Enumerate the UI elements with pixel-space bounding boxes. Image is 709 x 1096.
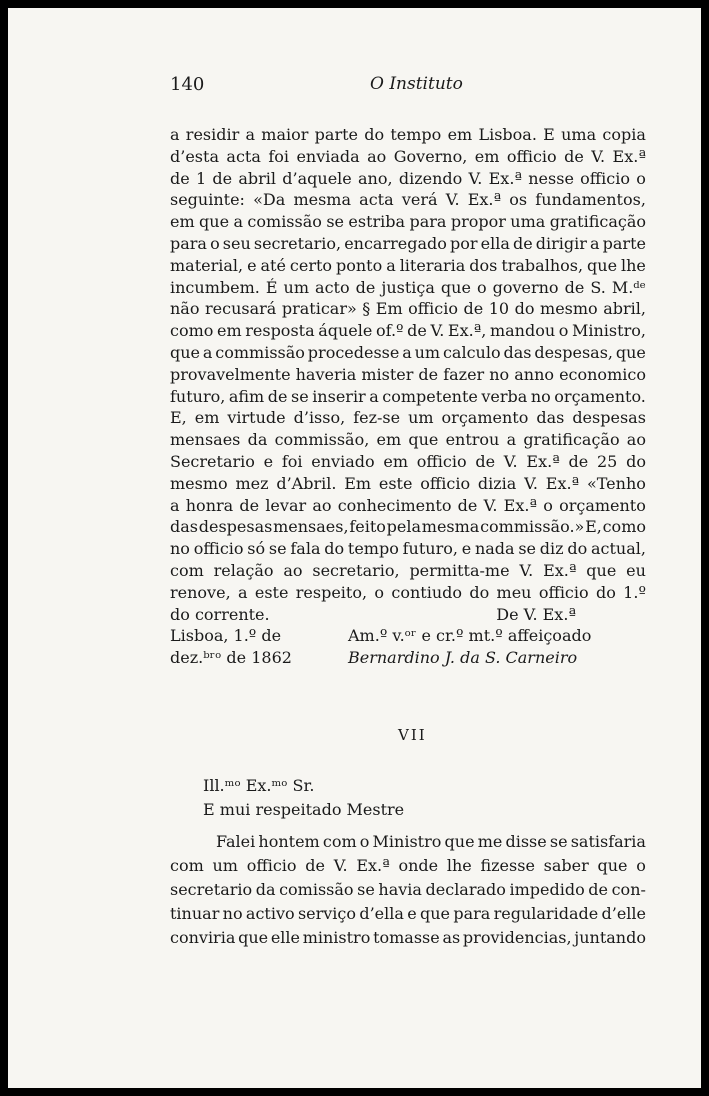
text-line: conviria que elle ministro tomasse as providencias, juntando: [170, 928, 646, 947]
text-line: Secretario e foi enviado em officio de V. Ex.ª de 25 do: [170, 451, 646, 471]
closing-place-date: Lisboa, 1.º de: [170, 626, 282, 646]
text-line: secretario da comissão se havia declarado impedido de con-: [170, 880, 646, 899]
text-line: futuro, afim de se inserir a competente verba no orçamento.: [170, 386, 646, 406]
text-line: a honra de levar ao conhecimento de V. Ex.ª o orçamento: [170, 495, 646, 515]
text-line: com um officio de V. Ex.ª onde lhe fizesse saber que o: [170, 856, 646, 875]
salutation-line: Ill.ᵐᵒ Ex.ᵐᵒ Sr.: [203, 776, 315, 795]
text-line: provavelmente haveria mister de fazer no anno economico: [170, 364, 646, 384]
paragraph: [170, 124, 646, 625]
text-line-end: do corrente.: [170, 604, 270, 624]
text-line: em que a comissão se estriba para propor uma gratificação: [170, 212, 646, 232]
text-line: para o seu secretario, encarregado por ella de dirigir a parte: [170, 233, 646, 253]
page-header: [170, 74, 650, 102]
page-number: 140: [170, 74, 205, 95]
signature: Bernardino J. da S. Carneiro: [348, 648, 578, 668]
section-number: VII: [398, 726, 427, 744]
text-line: mensaes da commissão, em que entrou a gratificação ao: [170, 430, 646, 450]
text-line: seguinte: «Da mesma acta verá V. Ex.ª os fundamentos,: [170, 190, 646, 210]
text-line: a residir a maior parte do tempo em Lisboa. E uma copia: [170, 125, 646, 144]
salutation-line: E mui respeitado Mestre: [203, 800, 405, 819]
closing-row-2: [170, 647, 646, 669]
text-line: d’esta acta foi enviada ao Governo, em officio de V. Ex.ª: [170, 146, 646, 166]
text-line: no officio só se fala do tempo futuro, e nada se diz do actual,: [170, 539, 646, 559]
text-line: renove, a este respeito, o contiudo do meu officio do 1.º: [170, 582, 646, 602]
text-line: material, e até certo ponto a literaria dos trabalhos, que lhe: [170, 255, 646, 275]
text-line: [170, 604, 646, 626]
text-line: das despesas mensaes, feito pela mesma commissão.» E, como: [170, 517, 646, 537]
body-text: [170, 124, 646, 669]
text-line: que a commissão procedesse a um calculo das despesas, que: [170, 342, 646, 362]
text-line: com relação ao secretario, permitta-me V. Ex.ª que eu: [170, 560, 646, 580]
text-line: não recusará praticar» § Em officio de 10 do mesmo abril,: [170, 299, 646, 319]
closing-date: dez.ᵇʳᵒ de 1862: [170, 648, 292, 668]
text-line: como em resposta áquele of.º de V. Ex.ª, mandou o Ministro,: [170, 321, 646, 341]
closing-greeting: De V. Ex.ª: [496, 604, 576, 624]
text-line: E, em virtude d’isso, fez-se um orçamento das despesas: [170, 408, 646, 428]
closing-row-1: [170, 625, 646, 647]
document-page: [8, 8, 701, 1088]
text-line: Falei hontem com o Ministro que me disse se satisfaria: [216, 832, 646, 851]
closing-regards: Am.º v.ᵒʳ e cr.º mt.º affeiçoado: [348, 626, 592, 646]
text-line: mesmo mez d’Abril. Em este officio dizia V. Ex.ª «Tenho: [170, 473, 646, 493]
text-line: de 1 de abril d’aquele ano, dizendo V. Ex.ª nesse officio o: [170, 168, 646, 188]
salutation: [203, 774, 404, 822]
letter-body: [170, 830, 646, 950]
text-line: incumbem. É um acto de justiça que o governo de S. M.ᵈᵉ: [170, 277, 646, 297]
text-line: tinuar no activo serviço d’ella e que para regularidade d’elle: [170, 904, 646, 923]
running-title: O Instituto: [370, 74, 463, 94]
